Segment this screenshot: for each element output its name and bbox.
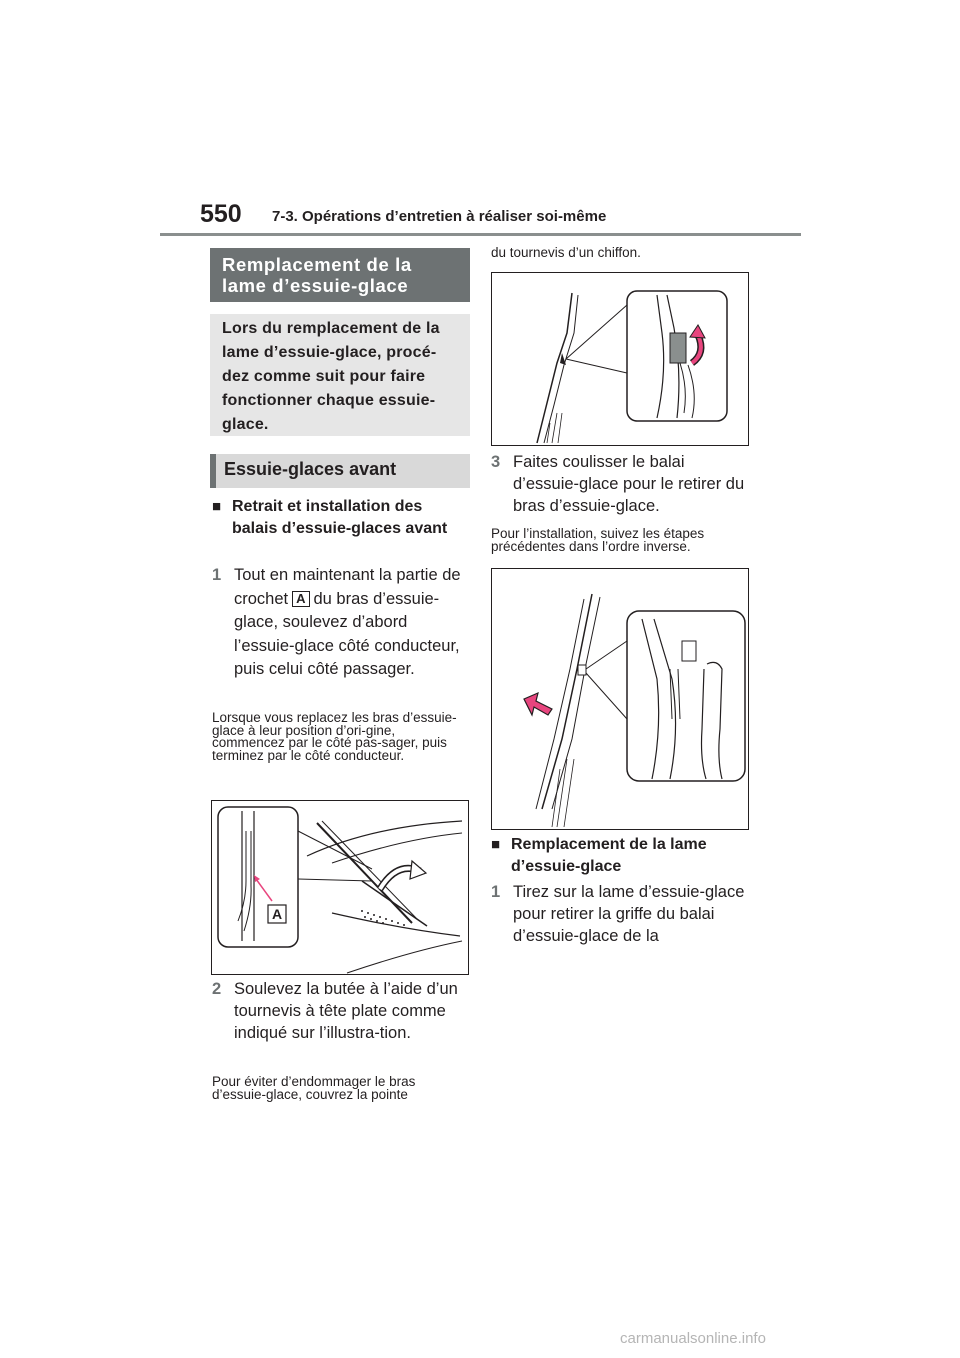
step-text: Soulevez la butée à l’aide d’un tournevis à tête plate comme indiqué sur l’illustra-tion. xyxy=(234,980,458,1042)
step-text: Tirez sur la lame d’essuie-glace pour retirer la griffe du balai d’essuie-glace de la xyxy=(513,883,745,945)
bullet-square-icon: ■ xyxy=(212,498,222,515)
step-text xyxy=(212,564,468,682)
chapter-title-box xyxy=(210,248,470,302)
slide-blade-illustration xyxy=(492,569,748,829)
bullet-square-icon: ■ xyxy=(491,836,501,853)
callout-a: A xyxy=(292,591,309,607)
watermark: carmanualsonline.info xyxy=(620,1330,766,1347)
note-1: Lorsque vous replacez les bras d’essuie-glace à leur position d’ori-gine, commencez par le côté pas-sager, puis terminez par le côté conducteur. xyxy=(212,710,457,763)
figure-wiper-lift xyxy=(211,800,469,975)
intro-box xyxy=(210,314,470,436)
step-number: 1 xyxy=(491,883,501,901)
figure-stopper xyxy=(491,272,749,446)
section-title: 7-3. Opérations d’entretien à réaliser soi-même xyxy=(272,208,607,225)
header-rule xyxy=(160,233,801,236)
step-2 xyxy=(212,978,468,1044)
note-2: Pour éviter d’endommager le bras d’essuie-glace, couvrez la pointe xyxy=(212,1074,416,1102)
step-text-b: du bras d’essuie-glace, soulevez d’abord l’essuie-glace côté conducteur, puis celui côté passager. xyxy=(234,589,460,678)
step-3 xyxy=(491,451,749,517)
step-1 xyxy=(212,564,468,682)
step-4 xyxy=(491,881,749,947)
section-heading-text: Remplacement de la lame d’essuie-glace xyxy=(511,836,707,875)
step-number: 1 xyxy=(212,566,222,584)
chapter-title-line2: lame d’essuie-glace xyxy=(222,275,409,296)
step-text: Faites coulisser le balai d’essuie-glace pour le retirer du bras d’essuie-glace. xyxy=(513,453,745,515)
subheading-text: Essuie-glaces avant xyxy=(224,459,397,479)
page-number: 550 xyxy=(200,200,242,228)
stopper-illustration xyxy=(492,273,748,445)
chapter-title-line1: Remplacement de la xyxy=(222,254,412,275)
step-text-a: Tout en maintenant la partie de crochet xyxy=(234,566,461,608)
figure-callout-a: A xyxy=(271,906,283,922)
section-heading-replace-blade xyxy=(491,834,749,878)
step-number: 3 xyxy=(491,453,501,471)
section-heading-removal xyxy=(212,496,462,540)
wiper-lift-illustration xyxy=(212,801,468,974)
section-heading-text: Retrait et installation des balais d’essuie-glaces avant xyxy=(232,498,448,537)
step-number: 2 xyxy=(212,980,222,998)
intro-text: Lors du remplacement de la lame d’essuie-glace, procé-dez comme suit pour faire fonctionner chaque essuie-glace. xyxy=(222,320,440,433)
figure-slide-blade xyxy=(491,568,749,830)
note-3: Pour l’installation, suivez les étapes précédentes dans l’ordre inverse. xyxy=(491,526,705,554)
note-2-continued: du tournevis d’un chiffon. xyxy=(491,245,641,260)
subheading-box xyxy=(210,454,470,488)
